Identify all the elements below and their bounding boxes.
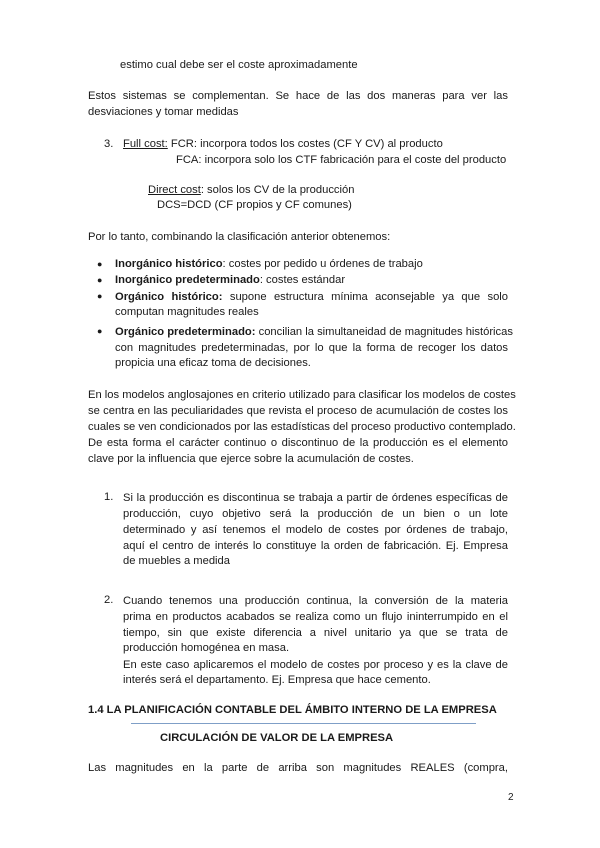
bullet-item-3-cont: computan magnitudes reales [115, 306, 259, 318]
section-heading: 1.4 LA PLANIFICACIÓN CONTABLE DEL ÁMBITO INTERNO DE LA EMPRESA [88, 704, 497, 716]
item1-line: Si la producción es discontinua se trabaja a partir de órdenes específicas de [123, 492, 508, 504]
item1-line: aquí el centro de interés lo constituye la orden de fabricación. Ej. Empresa [123, 540, 508, 552]
item1-line: producción, cuyo objetivo será la producción de un bien o un lote [123, 508, 508, 520]
fullcost-block [123, 137, 443, 151]
item2-line: tiempo, sin que existe diferencia a nivel unitario ya que se trata de [123, 627, 508, 639]
bullet-text: supone estructura mínima aconsejable ya que solo [222, 291, 508, 303]
item1-line: determinado y así tenemos el modelo de costes por órdenes de trabajo, [123, 524, 508, 536]
bullet-item-3 [115, 289, 508, 305]
item2-line: producción homogénea en masa. [123, 642, 290, 654]
fullcost-fcr: FCR: incorpora todos los costes (CF Y CV) al producto [170, 138, 443, 150]
bullet-term: Inorgánico histórico [115, 258, 223, 270]
directcost-block [148, 183, 354, 197]
bullet-item-1 [115, 257, 423, 271]
bullet-term: Inorgánico predeterminado [115, 274, 260, 286]
item2-line: interés será el departamento. Ej. Empresa que hace cemento. [123, 674, 431, 686]
intro-line: estimo cual debe ser el coste aproximadamente [120, 59, 358, 71]
anglo-line: se centra en las peculiaridades que revista el proceso de acumulación de costes los [88, 405, 508, 417]
bullet-term: Orgánico histórico: [115, 291, 223, 303]
fullcost-fca: FCA: incorpora solo los CTF fabricación para el coste del producto [176, 154, 507, 166]
item2-line: Cuando tenemos una producción continua, la conversión de la materia [123, 595, 508, 607]
bullet-text: : costes estándar [259, 274, 346, 286]
item1-number: 1. [104, 491, 114, 503]
item2-line: prima en productos acabados se realiza como un flujo ininterrumpido en el [123, 611, 508, 623]
directcost-dcs: DCS=DCD (CF propios y CF comunes) [157, 199, 352, 211]
anglo-line: De esta forma el carácter continuo o discontinuo de la producción es el elemento [88, 437, 508, 449]
bullet-item-4-cont: propicia una eficaz toma de decisiones. [115, 357, 311, 369]
directcost-title: Direct cost [148, 184, 201, 196]
complement-line-2: desviaciones y tomar medidas [88, 106, 239, 118]
heading-divider [131, 723, 476, 724]
anglo-line: clave por la influencia que ejerce sobre la acumulación de costes. [88, 453, 414, 465]
bullet-dot: ● [97, 291, 103, 301]
bullet-term: Orgánico predeterminado: [115, 326, 256, 338]
fullcost-number: 3. [104, 138, 114, 150]
bullet-dot: ● [97, 326, 103, 336]
bullet-dot: ● [97, 259, 103, 269]
page-number: 2 [508, 792, 514, 803]
anglo-line: cuales se ven condicionados por las estadísticas del proceso productivo contemplado. [88, 421, 516, 433]
bullet-text: concilian la simultaneidad de magnitudes históricas [255, 326, 513, 338]
bullet-item-4-cont: con magnitudes predeterminadas, por lo que la forma de recoger los datos [115, 342, 508, 354]
sub-heading: CIRCULACIÓN DE VALOR DE LA EMPRESA [160, 732, 394, 744]
combining-line: Por lo tanto, combinando la clasificación anterior obtenemos: [88, 231, 391, 243]
fullcost-title: Full cost: [123, 138, 168, 150]
body-last-line: Las magnitudes en la parte de arriba son magnitudes REALES (compra, [88, 762, 508, 774]
anglo-line: En los modelos anglosajones en criterio utilizado para clasificar los modelos de costes [88, 389, 516, 401]
item1-line: de muebles a medida [123, 555, 230, 567]
item2-number: 2. [104, 594, 114, 606]
bullet-dot: ● [97, 275, 103, 285]
directcost-text: : solos los CV de la producción [200, 184, 355, 196]
bullet-item-4 [115, 324, 513, 340]
bullet-item-2 [115, 273, 345, 287]
bullet-text: : costes por pedido u órdenes de trabajo [222, 258, 423, 270]
complement-line-1: Estos sistemas se complementan. Se hace de las dos maneras para ver las [88, 90, 508, 102]
item2-line: En este caso aplicaremos el modelo de costes por proceso y es la clave de [123, 659, 508, 671]
